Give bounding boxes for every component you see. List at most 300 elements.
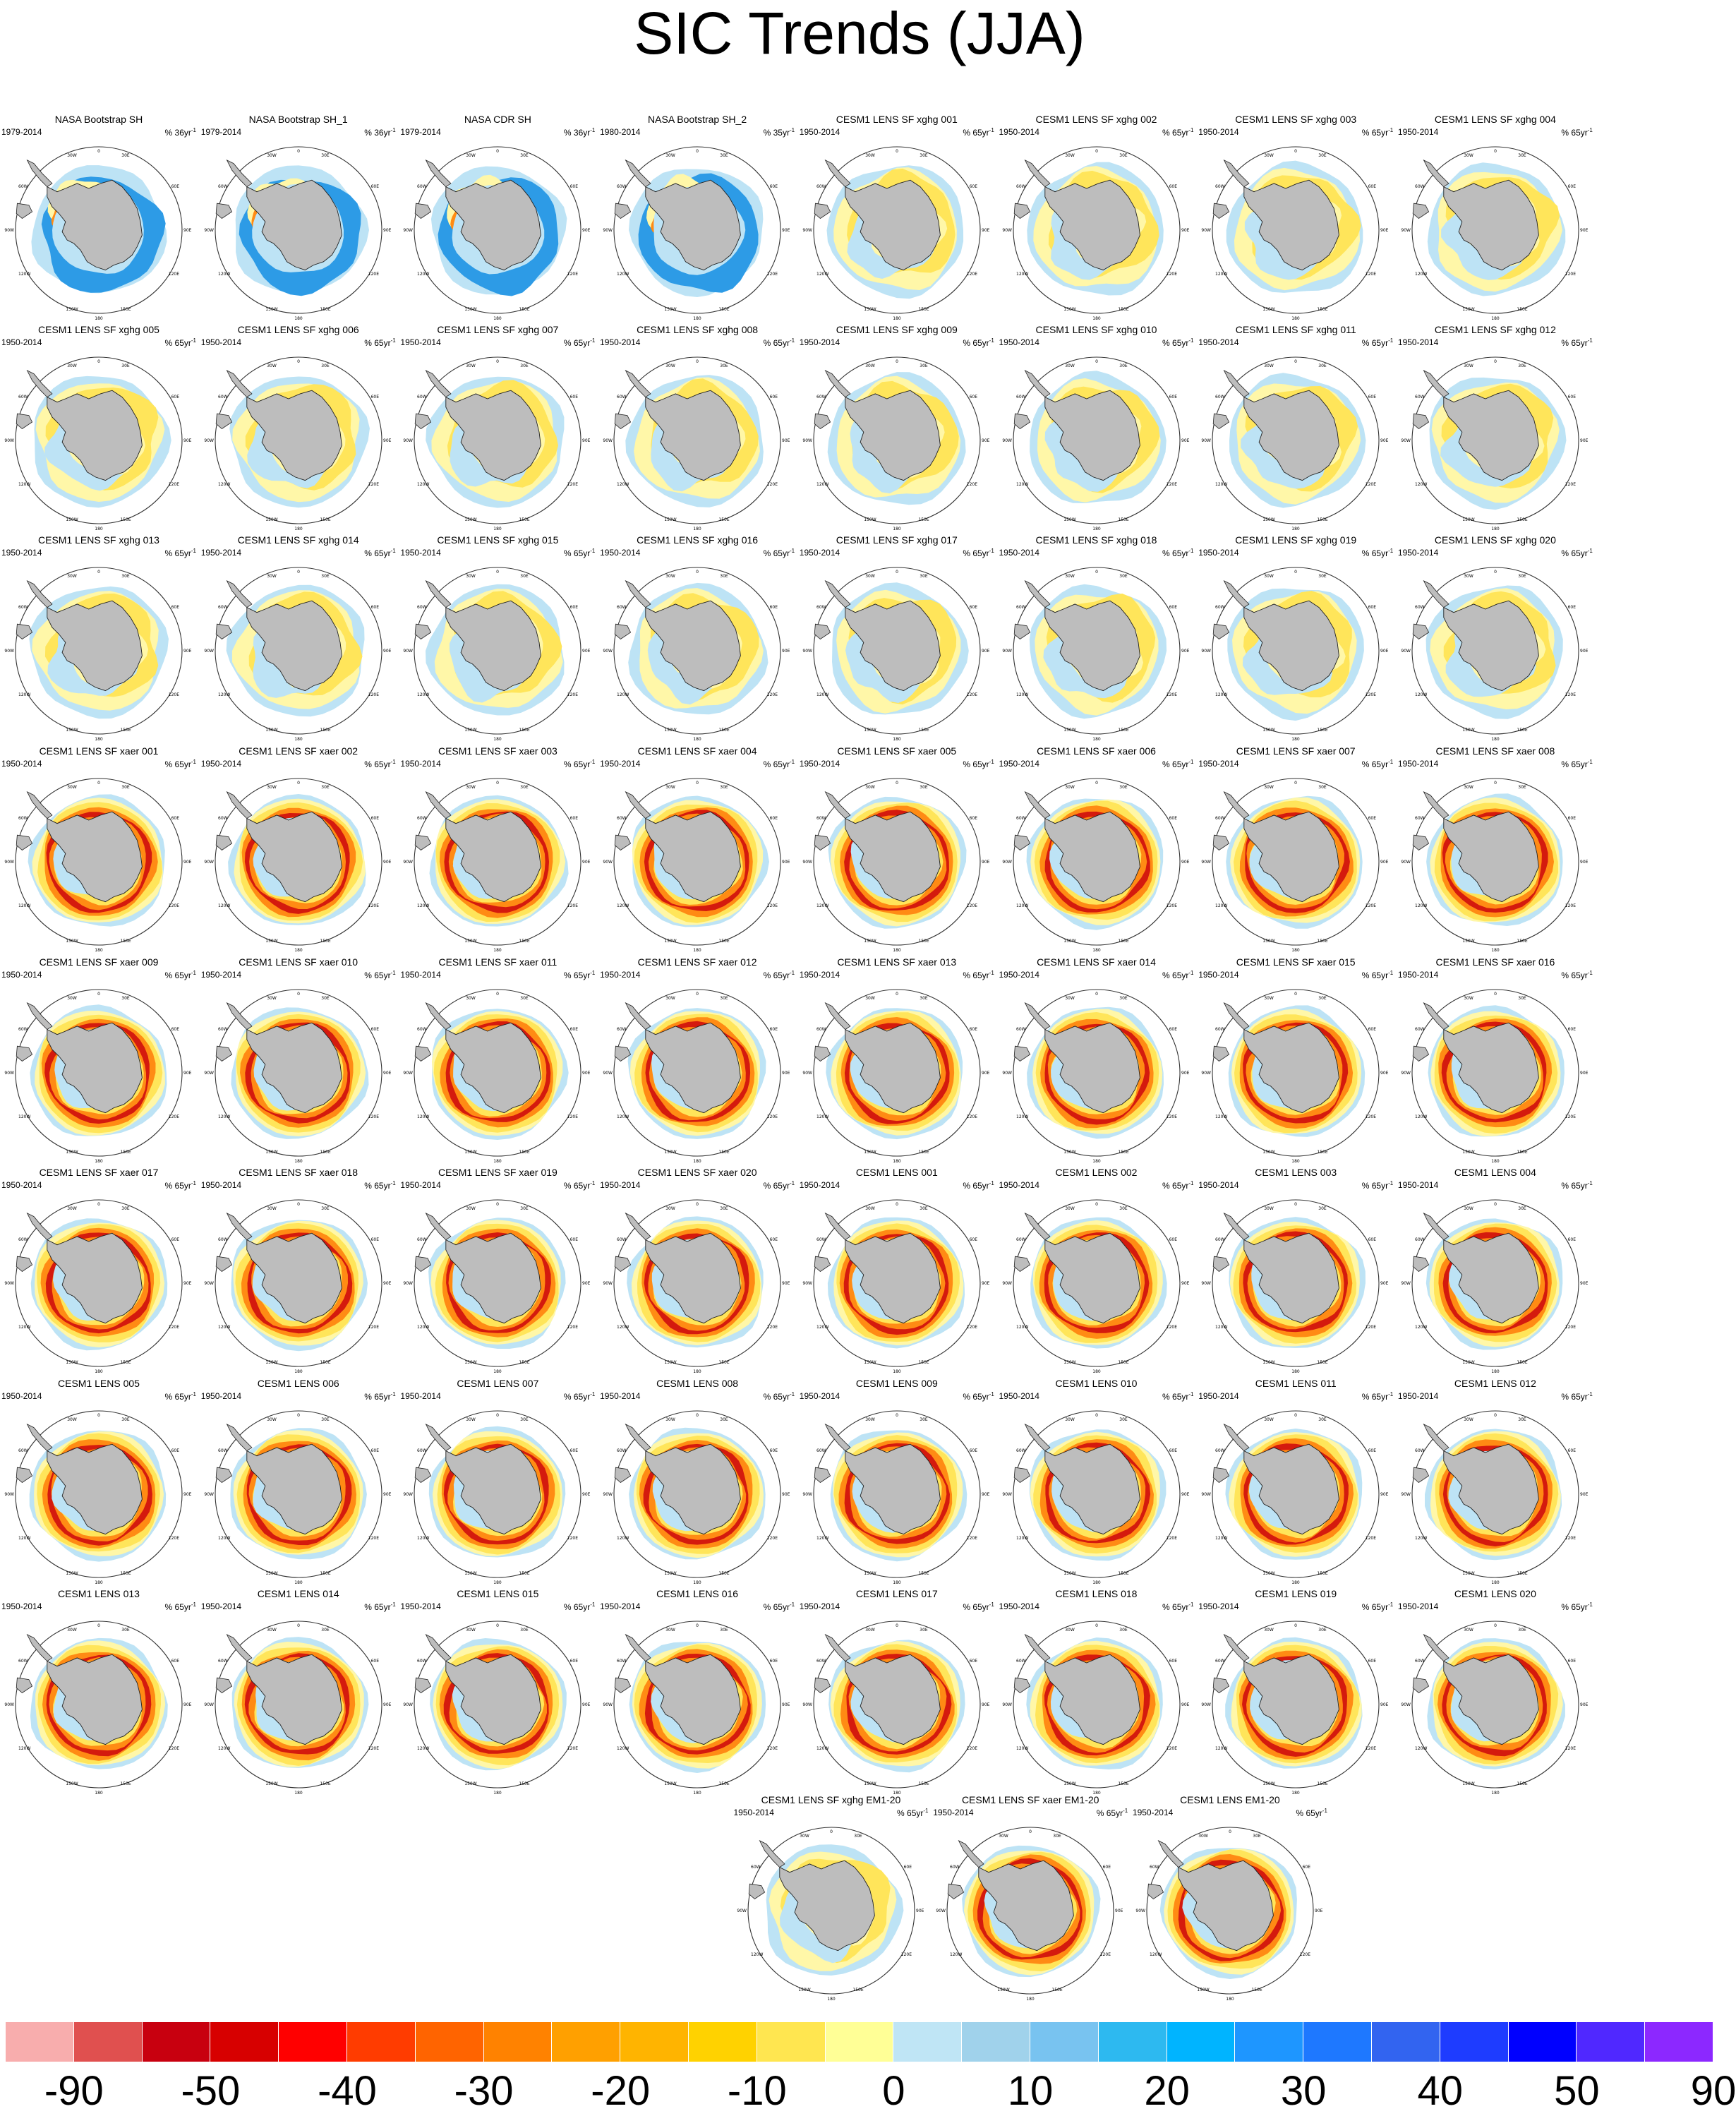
units-scale: 65yr [374,1602,391,1612]
lon-label-60e: 60E [171,1448,179,1453]
panel-units [963,126,994,138]
lon-label-0: 0 [1493,359,1497,364]
colorbar-box [6,2022,74,2062]
map-panel [598,323,796,534]
lon-label-60w: 60W [1215,395,1225,399]
lon-label-90w: 90W [1201,438,1212,443]
units-scale: 65yr [573,338,591,348]
lon-label-90w: 90W [802,1071,812,1076]
panel-units [1561,126,1592,138]
lon-label-90w: 90W [1401,1492,1411,1497]
units-scale: 65yr [1571,1392,1588,1402]
lon-label-60w: 60W [1215,1448,1225,1453]
lon-label-30e: 30E [920,574,928,579]
lon-label-180: 180 [693,316,701,321]
lon-label-0: 0 [1095,359,1098,364]
panel-units [1162,757,1193,769]
lon-label-60w: 60W [816,816,826,821]
lon-label-150w: 150W [664,1571,677,1576]
lon-label-30w: 30W [466,1206,476,1211]
lon-label-60w: 60W [617,1659,627,1664]
lon-label-90w: 90W [1401,860,1411,865]
lon-label-180: 180 [1291,527,1300,531]
colorbar-tick-label: -10 [727,2068,787,2114]
panel-period: 1980-2014 [600,127,641,137]
units-scale: 65yr [174,548,191,558]
colorbar-tick-label: -40 [318,2068,377,2114]
lon-label-150w: 150W [464,307,478,312]
lon-label-120w: 120W [1215,1114,1228,1119]
lon-label-90e: 90E [382,1071,392,1076]
panel-units [564,336,595,348]
polar-map [598,1191,796,1376]
lon-label-30e: 30E [1119,153,1128,158]
polar-map [0,1402,198,1587]
units-scale: 65yr [573,1181,591,1191]
units-scale: 65yr [972,1181,989,1191]
lon-label-90w: 90W [4,1071,14,1076]
map-panel [0,956,198,1166]
lon-label-30e: 30E [1518,996,1526,1001]
lon-label-120e: 120E [766,1536,778,1541]
lon-label-90w: 90W [1201,1281,1212,1286]
lon-label-150e: 150E [1517,1571,1528,1576]
map-panel [200,534,397,744]
lon-label-60e: 60E [1368,1659,1377,1664]
lon-label-120e: 120E [1365,1325,1377,1330]
units-scale: 65yr [174,1602,191,1612]
panel-units [1561,336,1592,348]
map-panel [1197,1587,1394,1798]
panel-period: 1950-2014 [1397,548,1439,558]
colorbar-box [620,2022,689,2062]
lon-label-90e: 90E [782,1702,790,1707]
lon-label-150e: 150E [320,728,331,733]
lon-label-120e: 120E [1166,692,1177,697]
panel-units [1362,1600,1393,1612]
lon-label-150w: 150W [1462,728,1475,733]
lon-label-180: 180 [1026,1997,1035,2002]
lon-label-90e: 90E [382,438,392,443]
lon-label-60e: 60E [1368,1237,1377,1242]
lon-label-60e: 60E [769,184,778,189]
units-percent: % [1361,1181,1372,1191]
units-exponent: -1 [1188,548,1194,554]
lon-label-120e: 120E [1365,482,1377,487]
panel-title: CESM1 LENS SF xghg 012 [1434,324,1556,335]
units-percent: % [963,1392,973,1402]
units-exponent: -1 [989,127,994,133]
lon-label-180: 180 [95,1791,103,1796]
lon-label-120w: 120W [816,1536,829,1541]
lon-label-60w: 60W [1414,605,1425,610]
lon-label-150e: 150E [1517,728,1528,733]
map-panel [0,1587,198,1798]
lon-label-90e: 90E [582,649,591,654]
lon-label-120e: 120E [1565,1536,1576,1541]
units-scale: 65yr [1571,1602,1588,1612]
lon-label-60e: 60E [370,816,379,821]
units-percent: % [763,759,773,769]
colorbar-box [1303,2022,1372,2062]
panel-units [1362,968,1393,980]
lon-label-30w: 30W [67,574,77,579]
lon-label-0: 0 [895,992,898,997]
lon-label-120w: 120W [417,1536,430,1541]
lon-label-30w: 30W [865,1417,875,1422]
lon-label-60w: 60W [217,816,228,821]
panel-period: 1950-2014 [200,1601,242,1611]
lon-label-150w: 150W [265,1150,278,1155]
lon-label-120w: 120W [1015,1536,1028,1541]
lon-label-90w: 90W [1401,1702,1411,1707]
lon-label-90e: 90E [1579,1071,1589,1076]
lon-label-60w: 60W [617,395,627,399]
panel-units [564,1390,595,1402]
panel-title: CESM1 LENS SF xaer 014 [1037,956,1156,968]
lon-label-150w: 150W [66,1150,78,1155]
panel-period: 1950-2014 [1198,1391,1239,1401]
map-panel [798,113,996,323]
lon-label-30w: 30W [665,785,675,790]
panel-period: 1950-2014 [1397,759,1439,769]
units-scale: 65yr [1306,1808,1322,1818]
lon-label-0: 0 [97,359,100,364]
panel-title: CESM1 LENS SF xaer 017 [39,1167,159,1178]
lon-label-120w: 120W [417,482,430,487]
lon-label-90w: 90W [1001,860,1012,865]
lon-label-150w: 150W [1262,517,1275,522]
lon-label-120e: 120E [766,692,778,697]
lon-label-180: 180 [893,948,901,953]
lon-label-60w: 60W [617,1237,627,1242]
colorbar-tick-label: 50 [1554,2068,1600,2114]
lon-label-90e: 90E [1380,1281,1389,1286]
lon-label-120w: 120W [816,482,829,487]
units-exponent: -1 [1188,759,1194,765]
panel-period: 1950-2014 [400,1180,441,1190]
panel-units [364,1179,395,1191]
map-panel [1197,534,1394,744]
panel-title: NASA Bootstrap SH_1 [248,114,348,125]
lon-label-150e: 150E [519,1571,531,1576]
lon-label-30e: 30E [1119,1628,1128,1633]
units-scale: 36yr [374,128,391,138]
polar-map [1197,1402,1394,1587]
panel-period: 1950-2014 [999,1180,1039,1190]
lon-label-30e: 30E [1518,363,1526,368]
lon-label-0: 0 [296,992,300,997]
panel-units [564,126,595,138]
polar-map [998,1191,1195,1376]
lon-label-60w: 60W [1414,1027,1425,1032]
units-scale: 65yr [773,759,790,769]
map-panel [998,1377,1195,1587]
lon-label-150e: 150E [1517,1781,1528,1786]
panel-period: 1950-2014 [600,1180,641,1190]
lon-label-120e: 120E [1365,1114,1377,1119]
lon-label-90e: 90E [183,649,192,654]
lon-label-90e: 90E [782,1492,790,1497]
polar-map [798,138,996,323]
units-percent: % [1561,548,1572,558]
lon-label-120w: 120W [1215,1325,1228,1330]
units-percent: % [364,1392,375,1402]
panel-units [364,1390,395,1402]
panel-period: 1950-2014 [1397,337,1439,347]
lon-label-150w: 150W [1063,728,1076,733]
units-exponent: -1 [1188,1180,1194,1186]
map-panel [399,323,596,534]
lon-label-150e: 150E [1517,1360,1528,1365]
lon-label-60w: 60W [417,184,427,189]
units-scale: 65yr [1172,548,1189,558]
lon-label-120e: 120E [368,1325,379,1330]
lon-label-120w: 120W [217,482,231,487]
units-percent: % [963,338,973,348]
lon-label-60w: 60W [617,1448,627,1453]
lon-label-150e: 150E [519,307,531,312]
lon-label-60e: 60E [1368,1448,1377,1453]
lon-label-60e: 60E [1169,395,1177,399]
units-exponent: -1 [1123,1808,1128,1814]
units-scale: 65yr [573,548,591,558]
lon-label-60w: 60W [1215,816,1225,821]
panel-title: CESM1 LENS SF xghg EM1-20 [761,1794,901,1805]
lon-label-60w: 60W [1414,184,1425,189]
lon-label-60e: 60E [370,605,379,610]
panel-units [1296,1806,1327,1818]
panel-units [364,546,395,558]
lon-label-60w: 60W [816,1237,826,1242]
lon-label-150e: 150E [120,1150,131,1155]
lon-label-60w: 60W [217,1237,228,1242]
lon-label-30w: 30W [466,363,476,368]
colorbar-tick-label: -30 [454,2068,514,2114]
lon-label-30w: 30W [865,785,875,790]
lon-label-150e: 150E [718,1360,730,1365]
lon-label-30w: 30W [665,1417,675,1422]
lon-label-150e: 150E [1117,728,1129,733]
panel-period: 1950-2014 [1,1391,42,1401]
units-scale: 65yr [1371,970,1389,980]
panel-title: CESM1 LENS 015 [457,1588,539,1599]
polar-map [200,1613,397,1798]
lon-label-120e: 120E [766,482,778,487]
units-scale: 65yr [174,759,191,769]
map-panel [200,1377,397,1587]
polar-map [200,559,397,744]
lon-label-0: 0 [496,781,500,786]
lon-label-0: 0 [97,149,100,154]
lon-label-180: 180 [893,316,901,321]
lon-label-30e: 30E [520,785,529,790]
lon-label-30e: 30E [853,1834,862,1839]
lon-label-150w: 150W [265,728,278,733]
lon-label-150e: 150E [1117,1150,1129,1155]
panel-period: 1950-2014 [400,548,441,558]
polar-map [1397,349,1594,534]
map-panel [1197,956,1394,1166]
lon-label-30e: 30E [320,363,330,368]
lon-label-60e: 60E [1368,816,1377,821]
lon-label-150w: 150W [66,939,78,944]
panel-title: CESM1 LENS SF xaer 007 [1236,745,1356,757]
lon-label-90w: 90W [204,1281,214,1286]
units-percent: % [364,1181,375,1191]
units-percent: % [364,1602,375,1612]
lon-label-90e: 90E [1579,228,1589,233]
lon-label-120e: 120E [766,903,778,908]
lon-label-90e: 90E [782,860,790,865]
lon-label-120e: 120E [900,1952,912,1957]
panel-period: 1950-2014 [200,548,242,558]
lon-label-0: 0 [1095,1413,1098,1418]
panel-period: 1950-2014 [999,127,1039,137]
lon-label-90e: 90E [1380,860,1389,865]
units-percent: % [897,1808,908,1818]
panel-period: 1950-2014 [400,1601,441,1611]
lon-label-120w: 120W [1215,1746,1228,1751]
units-scale: 65yr [1571,128,1588,138]
lon-label-30w: 30W [865,363,875,368]
panel-period: 1950-2014 [799,970,840,980]
lon-label-120e: 120E [1365,903,1377,908]
map-panel [399,1587,596,1798]
lon-label-90w: 90W [204,649,214,654]
map-panel [1397,745,1594,955]
lon-label-60w: 60W [816,1027,826,1032]
lon-label-0: 0 [496,570,500,575]
lon-label-60w: 60W [417,816,427,821]
lon-label-0: 0 [696,1413,699,1418]
lon-label-180: 180 [1291,316,1300,321]
lon-label-180: 180 [95,1580,103,1585]
lon-label-120e: 120E [168,1325,179,1330]
panel-units [963,336,994,348]
lon-label-30e: 30E [520,1206,529,1211]
lon-label-120w: 120W [750,1952,763,1957]
units-percent: % [563,548,574,558]
lon-label-90w: 90W [802,649,812,654]
lon-label-30e: 30E [720,1417,728,1422]
lon-label-90e: 90E [782,228,790,233]
lon-label-90w: 90W [802,438,812,443]
units-exponent: -1 [191,1391,196,1397]
lon-label-60e: 60E [569,395,579,399]
panel-units [764,1390,795,1402]
units-percent: % [164,548,175,558]
lon-label-30e: 30E [1318,153,1327,158]
lon-label-30w: 30W [1464,785,1473,790]
lon-label-150e: 150E [918,1571,929,1576]
colorbar-box [484,2022,553,2062]
lon-label-180: 180 [1092,737,1101,742]
lon-label-150w: 150W [864,517,876,522]
lon-label-30w: 30W [1464,363,1473,368]
panel-title: CESM1 LENS SF xaer 005 [837,745,957,757]
polar-map [0,138,198,323]
lon-label-180: 180 [493,527,502,531]
panel-period: 1950-2014 [1198,759,1239,769]
panel-units [1561,757,1592,769]
units-percent: % [1361,338,1372,348]
units-exponent: -1 [390,127,396,133]
polar-map [1397,770,1594,955]
lon-label-30e: 30E [1318,1206,1327,1211]
units-exponent: -1 [989,1601,994,1608]
units-percent: % [1162,1181,1173,1191]
lon-label-60e: 60E [969,605,977,610]
lon-label-120e: 120E [567,1536,579,1541]
lon-label-30w: 30W [67,785,77,790]
lon-label-30e: 30E [1318,996,1327,1001]
units-percent: % [1361,970,1372,980]
panel-title: CESM1 LENS SF xghg 001 [836,114,958,125]
lon-label-90e: 90E [382,1702,392,1707]
lon-label-60e: 60E [769,816,778,821]
units-exponent: -1 [1587,759,1593,765]
lon-label-120e: 120E [168,1746,179,1751]
units-percent: % [364,759,375,769]
units-scale: 65yr [374,1181,391,1191]
polar-map [798,1613,996,1798]
units-exponent: -1 [390,1601,396,1608]
lon-label-0: 0 [97,781,100,786]
lon-label-60e: 60E [1368,1027,1377,1032]
lon-label-30e: 30E [720,785,728,790]
units-percent: % [563,1181,574,1191]
colorbar-box [1577,2022,1645,2062]
polar-map [998,1402,1195,1587]
panel-units [963,546,994,558]
lon-label-120w: 120W [617,1114,629,1119]
lon-label-60e: 60E [370,395,379,399]
lon-label-60e: 60E [1567,395,1576,399]
lon-label-90w: 90W [1001,228,1012,233]
lon-label-30e: 30E [320,785,330,790]
polar-map [200,1191,397,1376]
panel-title: CESM1 LENS 007 [457,1378,539,1389]
lon-label-30e: 30E [1518,1206,1526,1211]
lon-label-30e: 30E [320,1628,330,1633]
map-panel [1197,1166,1394,1376]
lon-label-60e: 60E [1169,816,1177,821]
polar-map [1397,1402,1594,1587]
lon-label-30w: 30W [1264,153,1274,158]
units-percent: % [563,128,574,138]
lon-label-0: 0 [1294,1623,1298,1628]
panel-units [1362,1179,1393,1191]
units-percent: % [763,1181,773,1191]
lon-label-120w: 120W [816,903,829,908]
units-percent: % [1361,548,1372,558]
lon-label-180: 180 [1491,1791,1500,1796]
units-exponent: -1 [191,1601,196,1608]
map-panel [1397,1587,1594,1798]
units-exponent: -1 [1388,1391,1394,1397]
lon-label-0: 0 [1029,1829,1032,1834]
lon-label-60w: 60W [1414,1448,1425,1453]
lon-label-150e: 150E [1517,1150,1528,1155]
panel-period: 1950-2014 [1,337,42,347]
panel-period: 1950-2014 [999,1601,1039,1611]
units-percent: % [763,1602,773,1612]
lon-label-90w: 90W [1401,649,1411,654]
colorbar-box [1372,2022,1440,2062]
panel-title: CESM1 LENS SF xghg 003 [1235,114,1357,125]
lon-label-120w: 120W [617,692,629,697]
